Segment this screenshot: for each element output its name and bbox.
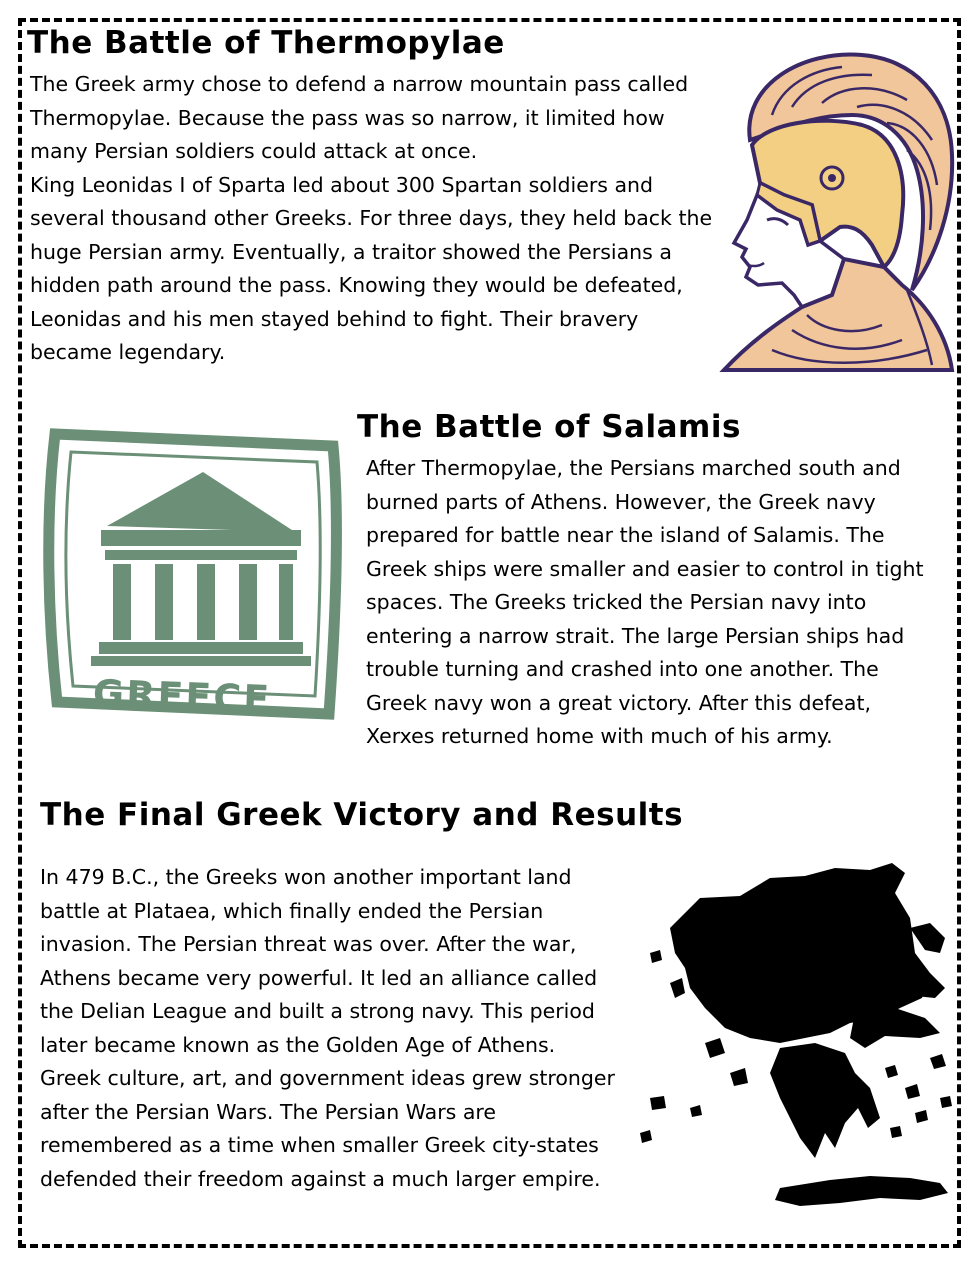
section-body-thermopylae	[30, 68, 718, 370]
section-title-final-victory: The Final Greek Victory and Results	[40, 797, 684, 833]
paragraph: In 479 B.C., the Greeks won another important land battle at Plataea, which finally ended the Persian invasion. The Persian threat was over. After the war, Athens became very powerful. It led an alliance called the Delian League and built a strong navy. This period later became known as the Golden Age of Athens. Greek culture, art, and government ideas grew stronger after the Persian Wars. The Persian Wars are remembered as a time when smaller Greek city-states defended their freedom against a much larger empire.	[40, 865, 615, 1191]
stamp-label: GREECE	[92, 671, 272, 722]
paragraph: The Greek army chose to defend a narrow mountain pass called Thermopylae. Because the pass was so narrow, it limited how many Persian soldiers could attack at once.	[30, 72, 689, 163]
greece-map-illustration	[630, 858, 960, 1218]
spartan-helmet-illustration	[712, 45, 960, 380]
paragraph: After Thermopylae, the Persians marched south and burned parts of Athens. However, the Greek navy prepared for battle near the island of Salamis. The Greek ships were smaller and easier to control in tight spaces. The Greeks tricked the Persian navy into entering a narrow strait. The large Persian ships had trouble turning and crashed into one another. The Greek navy won a great victory. After this defeat, Xerxes returned home with much of his army.	[366, 456, 924, 748]
section-body-salamis	[366, 452, 944, 754]
section-title-thermopylae: The Battle of Thermopylae	[27, 25, 505, 61]
section-title-salamis: The Battle of Salamis	[357, 409, 741, 445]
greece-stamp-illustration	[33, 420, 351, 725]
section-body-final-victory	[40, 861, 618, 1196]
paragraph: King Leonidas I of Sparta led about 300 Spartan soldiers and several thousand other Greeks. For three days, they held back the huge Persian army. Eventually, a traitor showed the Persians a hidden path around the pass. Knowing they would be defeated, Leonidas and his men stayed behind to fight. Their bravery became legendary.	[30, 172, 713, 364]
